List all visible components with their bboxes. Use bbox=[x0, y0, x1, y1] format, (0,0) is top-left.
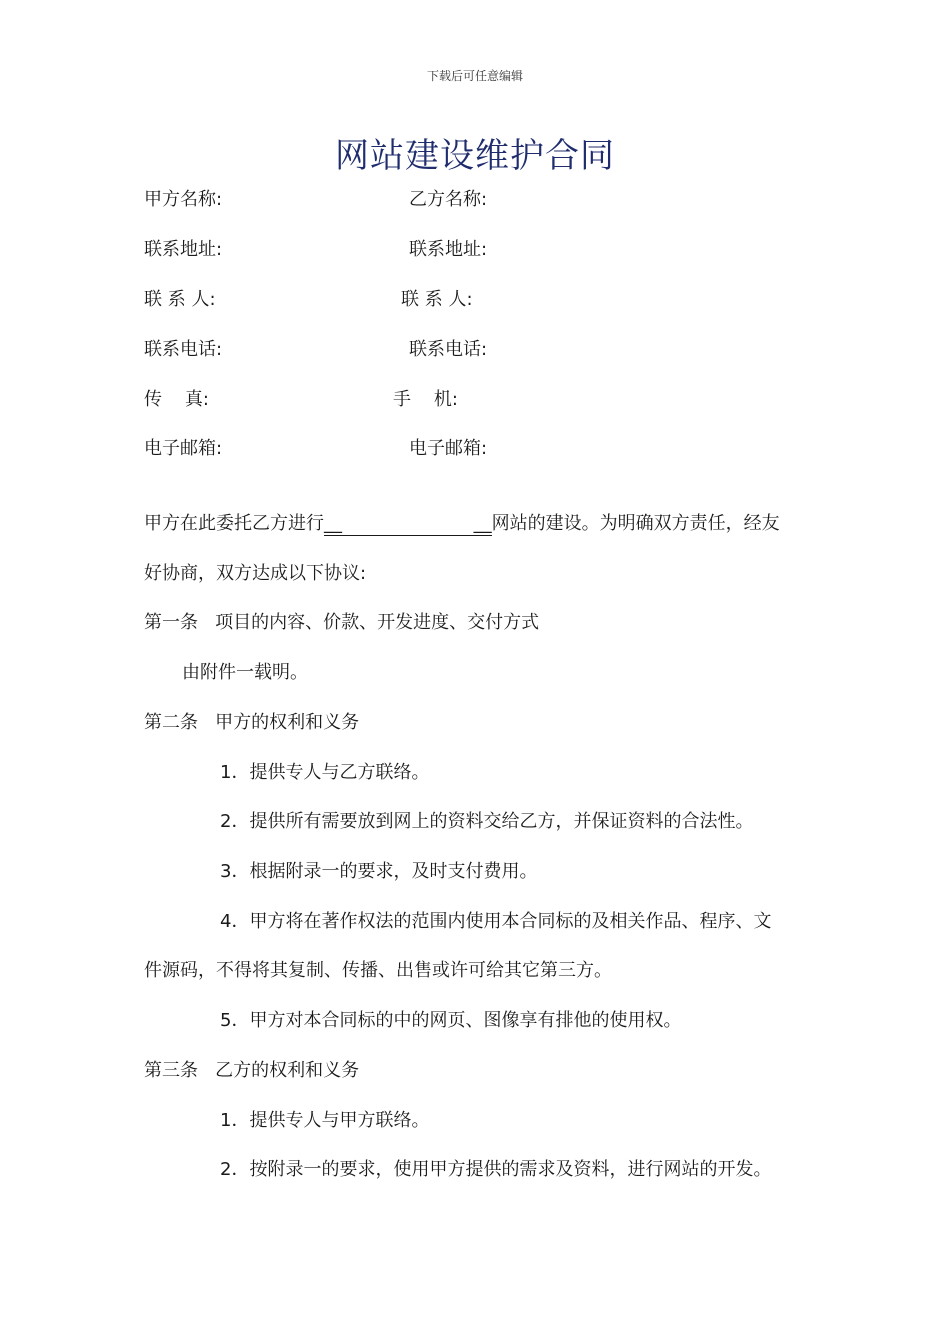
article-3-item-1: 1．提供专人与甲方联络。 bbox=[220, 1110, 430, 1131]
intro-line-1 bbox=[144, 512, 780, 536]
party-a-address-label: 联系地址: bbox=[144, 239, 223, 260]
article-2-item-1: 1．提供专人与乙方联络。 bbox=[220, 762, 430, 783]
article-3-heading: 第三条 乙方的权利和义务 bbox=[144, 1060, 360, 1081]
party-b-email-label: 电子邮箱: bbox=[409, 438, 488, 459]
party-a-email-label: 电子邮箱: bbox=[144, 438, 223, 459]
party-b-contact-label: 联 系 人: bbox=[401, 289, 473, 310]
party-a-contact-label: 联 系 人: bbox=[144, 289, 216, 310]
party-a-name-label: 甲方名称: bbox=[144, 189, 223, 210]
party-b-address-label: 联系地址: bbox=[409, 239, 488, 260]
website-name-blank: __ __ bbox=[324, 513, 492, 534]
header-note: 下载后可任意编辑 bbox=[426, 69, 523, 83]
article-2-item-2: 2．提供所有需要放到网上的资料交给乙方，并保证资料的合法性。 bbox=[220, 811, 754, 832]
article-1-body: 由附件一载明。 bbox=[182, 662, 308, 683]
article-2-item-5: 5．甲方对本合同标的中的网页、图像享有排他的使用权。 bbox=[220, 1010, 682, 1031]
article-1-heading: 第一条 项目的内容、价款、开发进度、交付方式 bbox=[144, 612, 540, 633]
article-2-item-4-line-2: 件源码，不得将其复制、传播、出售或许可给其它第三方。 bbox=[144, 960, 612, 981]
article-2-item-4-line-1: 4．甲方将在著作权法的范围内使用本合同标的及相关作品、程序、文 bbox=[220, 911, 772, 932]
party-b-phone-label: 联系电话: bbox=[409, 339, 488, 360]
party-b-mobile-label: 手 机: bbox=[393, 389, 458, 410]
article-3-item-2: 2．按附录一的要求，使用甲方提供的需求及资料，进行网站的开发。 bbox=[220, 1159, 772, 1180]
article-2-item-3: 3．根据附录一的要求，及时支付费用。 bbox=[220, 861, 538, 882]
party-b-name-label: 乙方名称: bbox=[409, 189, 488, 210]
intro-suffix: 网站的建设。为明确双方责任，经友 bbox=[491, 513, 780, 534]
party-a-fax-label: 传 真: bbox=[144, 389, 209, 410]
document-title: 网站建设维护合同 bbox=[335, 136, 615, 176]
intro-line-2: 好协商，双方达成以下协议: bbox=[144, 563, 367, 584]
article-2-heading: 第二条 甲方的权利和义务 bbox=[144, 712, 360, 733]
intro-prefix: 甲方在此委托乙方进行 bbox=[144, 513, 324, 534]
party-a-phone-label: 联系电话: bbox=[144, 339, 223, 360]
